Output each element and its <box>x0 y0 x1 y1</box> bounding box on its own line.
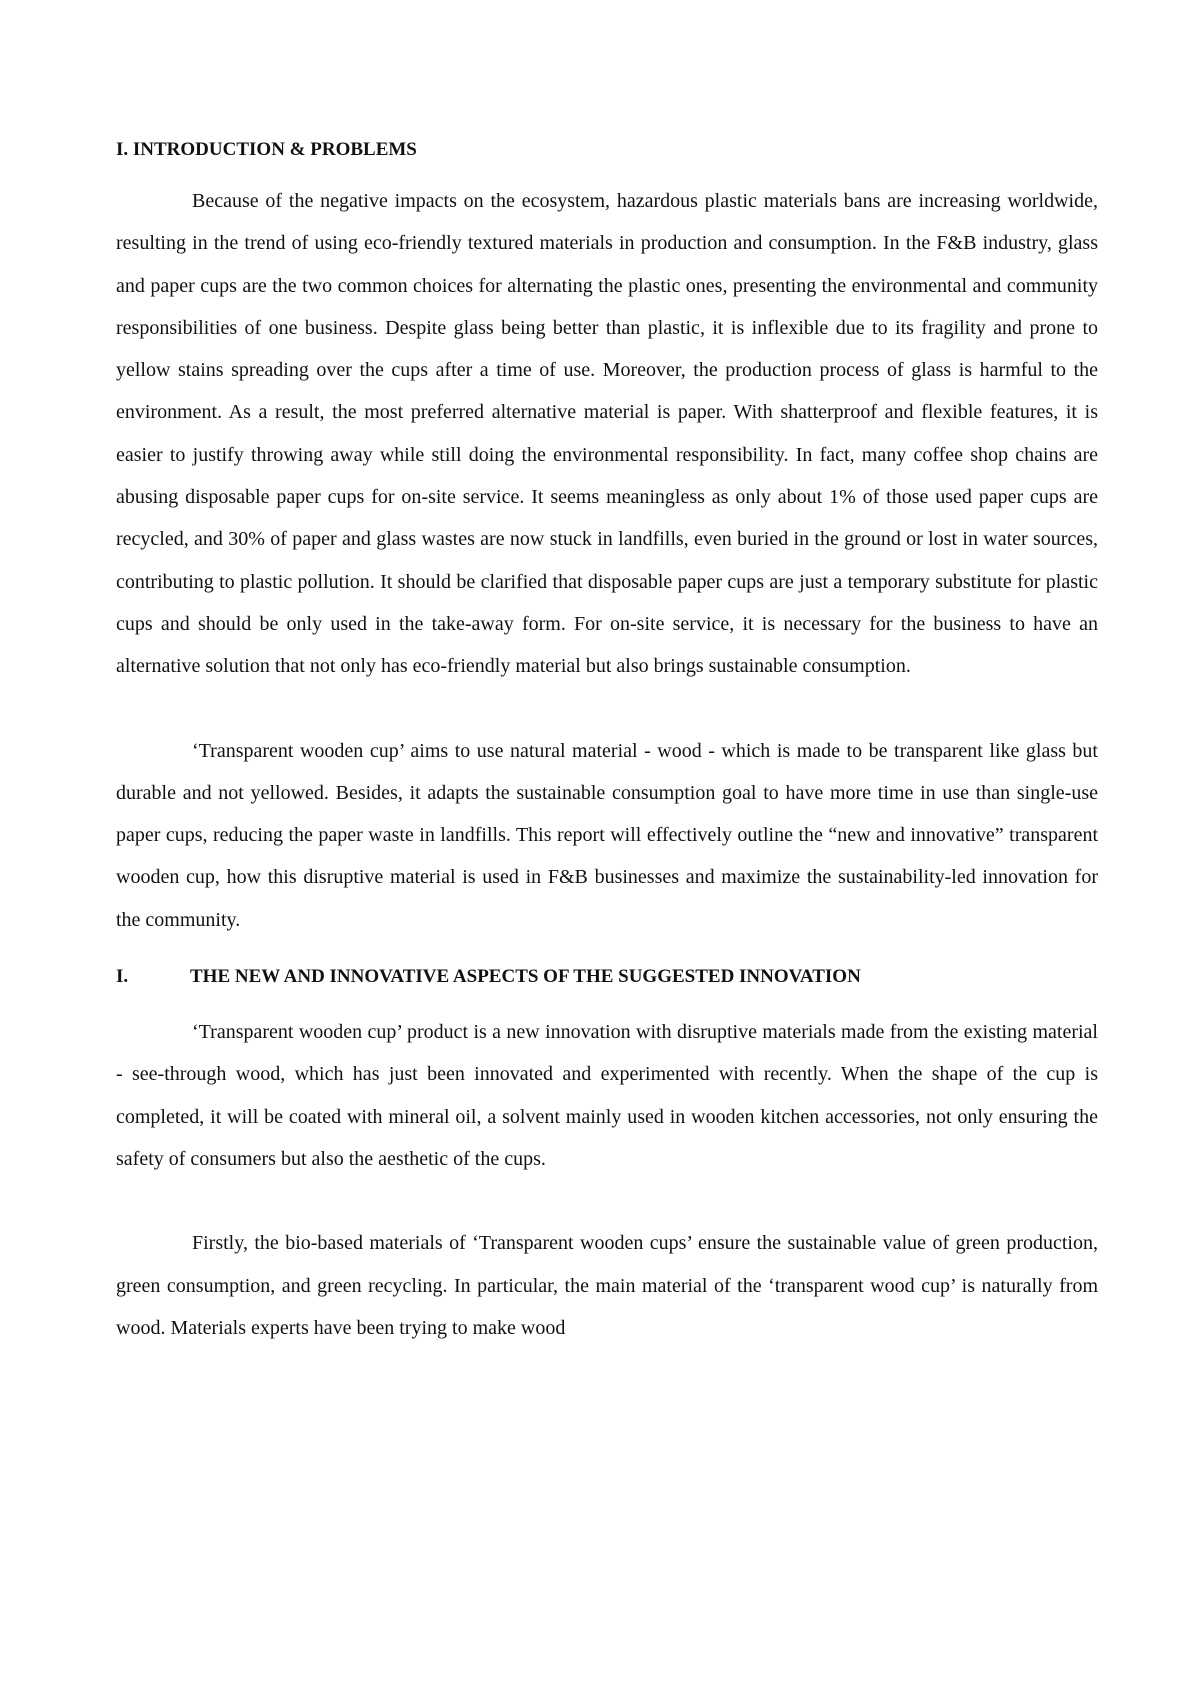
section-title: THE NEW AND INNOVATIVE ASPECTS OF THE SUGGESTED INNOVATION <box>190 966 861 988</box>
paragraph-intro-problems: Because of the negative impacts on the ecosystem, hazardous plastic materials bans are increasing worldwide, resulting in the trend of using eco-friendly textured materials in production and consumption. In the F&B industry, glass and paper cups are the two common choices for alternating the plastic ones, presenting the environmental and community responsibilities of one business. Despite glass being better than plastic, it is inflexible due to its fragility and prone to yellow stains spreading over the cups after a time of use. Moreover, the production process of glass is harmful to the environment. As a result, the most preferred alternative material is paper. With shatterproof and flexible features, it is easier to justify throwing away while still doing the environmental responsibility. In fact, many coffee shop chains are abusing disposable paper cups for on-site service. It seems meaningless as only about 1% of those used paper cups are recycled, and 30% of paper and glass wastes are now stuck in landfills, even buried in the ground or lost in water sources, contributing to plastic pollution. It should be clarified that disposable paper cups are just a temporary substitute for plastic cups and should be only used in the take-away form. For on-site service, it is necessary for the business to have an alternative solution that not only has eco-friendly material but also brings sustainable consumption. <box>116 190 1098 678</box>
section-heading-innovative-aspects <box>116 963 1098 991</box>
paragraph-bio-based-materials: Firstly, the bio-based materials of ‘Transparent wooden cups’ ensure the sustainable value of green production, green consumption, and green recycling. In particular, the main material of the ‘transparent wood cup’ is naturally from wood. Materials experts have been trying to make wood <box>116 1232 1098 1339</box>
paragraph-new-innovation: ‘Transparent wooden cup’ product is a new innovation with disruptive materials made from the existing material - see-through wood, which has just been innovated and experimented with recently. When the shape of the cup is completed, it will be coated with mineral oil, a solvent mainly used in wooden kitchen accessories, not only ensuring the safety of consumers but also the aesthetic of the cups. <box>116 1021 1098 1170</box>
section-heading-introduction: I. INTRODUCTION & PROBLEMS <box>116 139 417 160</box>
paragraph-transparent-cup-aims: ‘Transparent wooden cup’ aims to use natural material - wood - which is made to be transparent like glass but durable and not yellowed. Besides, it adapts the sustainable consumption goal to have more time in use than single-use paper cups, reducing the paper waste in landfills. This report will effectively outline the “new and innovative” transparent wooden cup, how this disruptive material is used in F&B businesses and maximize the sustainability-led innovation for the community. <box>116 739 1098 931</box>
page-content <box>116 136 1098 1349</box>
section-number: I. <box>116 966 129 988</box>
